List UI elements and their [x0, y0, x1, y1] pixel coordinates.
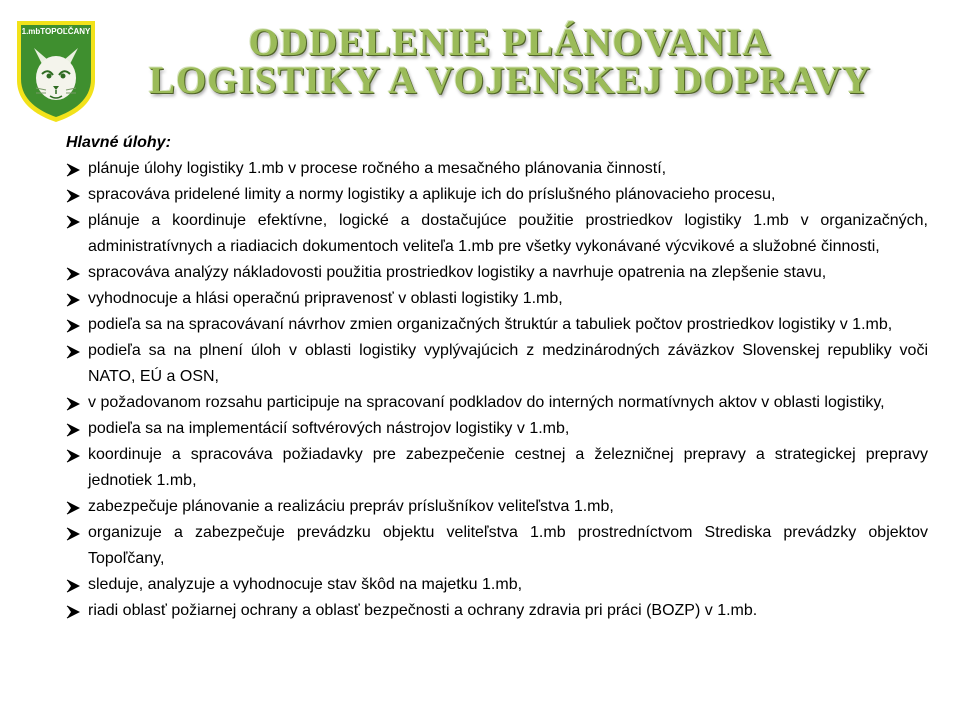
- list-item-text: plánuje úlohy logistiky 1.mb v procese ročného a mesačného plánovania činností,: [88, 160, 667, 177]
- list-item-text: spracováva analýzy nákladovosti použitia prostriedkov logistiky a navrhuje opatrenia na zlepšenie stavu,: [88, 264, 827, 281]
- arrow-bullet-icon: [66, 579, 80, 593]
- title-line-2: LOGISTIKY A VOJENSKEJ DOPRAVY: [148, 59, 872, 102]
- list-item: [64, 286, 928, 312]
- title-line-1: ODDELENIE PLÁNOVANIA: [248, 21, 772, 64]
- list-item-text: vyhodnocuje a hlási operačnú pripravenosť v oblasti logistiky 1.mb,: [88, 290, 563, 307]
- arrow-bullet-icon: [66, 215, 80, 229]
- list-item: [64, 520, 928, 572]
- arrow-bullet-icon: [66, 319, 80, 333]
- list-item: [64, 442, 928, 494]
- arrow-bullet-icon: [66, 397, 80, 411]
- arrow-bullet-icon: [66, 163, 80, 177]
- task-list: [64, 156, 928, 624]
- arrow-bullet-icon: [66, 449, 80, 463]
- arrow-bullet-icon: [66, 501, 80, 515]
- list-item-text: podieľa sa na spracovávaní návrhov zmien organizačných štruktúr a tabuliek počtov prostriedkov logistiky v 1.mb,: [88, 316, 893, 333]
- arrow-bullet-icon: [66, 605, 80, 619]
- section-heading: Hlavné úlohy:: [66, 134, 171, 151]
- list-item-text: koordinuje a spracováva požiadavky pre zabezpečenie cestnej a železničnej prepravy a strategickej prepravy jednotiek 1.mb,: [88, 446, 928, 489]
- list-item: [64, 260, 928, 286]
- main-content: [64, 130, 928, 624]
- arrow-bullet-icon: [66, 527, 80, 541]
- list-item: [64, 572, 928, 598]
- arrow-bullet-icon: [66, 345, 80, 359]
- list-item: [64, 156, 928, 182]
- list-item: [64, 208, 928, 260]
- list-item-text: sleduje, analyzuje a vyhodnocuje stav škôd na majetku 1.mb,: [88, 576, 523, 593]
- arrow-bullet-icon: [66, 267, 80, 281]
- list-item-text: podieľa sa na implementácií softvérových nástrojov logistiky v 1.mb,: [88, 420, 570, 437]
- list-item-text: zabezpečuje plánovanie a realizáciu prepráv príslušníkov veliteľstva 1.mb,: [88, 498, 614, 515]
- emblem-label: 1.mbTOPOĽČANY: [21, 27, 91, 36]
- arrow-bullet-icon: [66, 293, 80, 307]
- list-item-text: podieľa sa na plnení úloh v oblasti logistiky vyplývajúcich z medzinárodných záväzkov Slovenskej republiky voči NATO, EÚ a OSN,: [88, 342, 928, 385]
- list-item-text: spracováva pridelené limity a normy logistiky a aplikuje ich do príslušného plánovacieho procesu,: [88, 186, 776, 203]
- list-item: [64, 182, 928, 208]
- list-item: [64, 416, 928, 442]
- list-item-text: riadi oblasť požiarnej ochrany a oblasť bezpečnosti a ochrany zdravia pri práci (BOZP) v 1.mb.: [88, 602, 758, 619]
- page-title: [110, 21, 910, 102]
- lynx-emblem-icon: [14, 18, 98, 124]
- list-item: [64, 598, 928, 624]
- list-item-text: organizuje a zabezpečuje prevádzku objektu veliteľstva 1.mb prostredníctvom Strediska prevádzky objektov Topoľčany,: [88, 524, 928, 567]
- arrow-bullet-icon: [66, 423, 80, 437]
- list-item: [64, 390, 928, 416]
- list-item: [64, 338, 928, 390]
- list-item-text: v požadovanom rozsahu participuje na spracovaní podkladov do interných normatívnych aktov v oblasti logistiky,: [88, 394, 885, 411]
- list-item: [64, 312, 928, 338]
- list-item: [64, 494, 928, 520]
- arrow-bullet-icon: [66, 189, 80, 203]
- list-item-text: plánuje a koordinuje efektívne, logické a dostačujúce použitie prostriedkov logistiky 1.mb v organizačných, administratívnych a riadiacich dokumentoch veliteľa 1.mb pre všetky vykonávané výcvikové a služobné činnosti,: [88, 212, 928, 255]
